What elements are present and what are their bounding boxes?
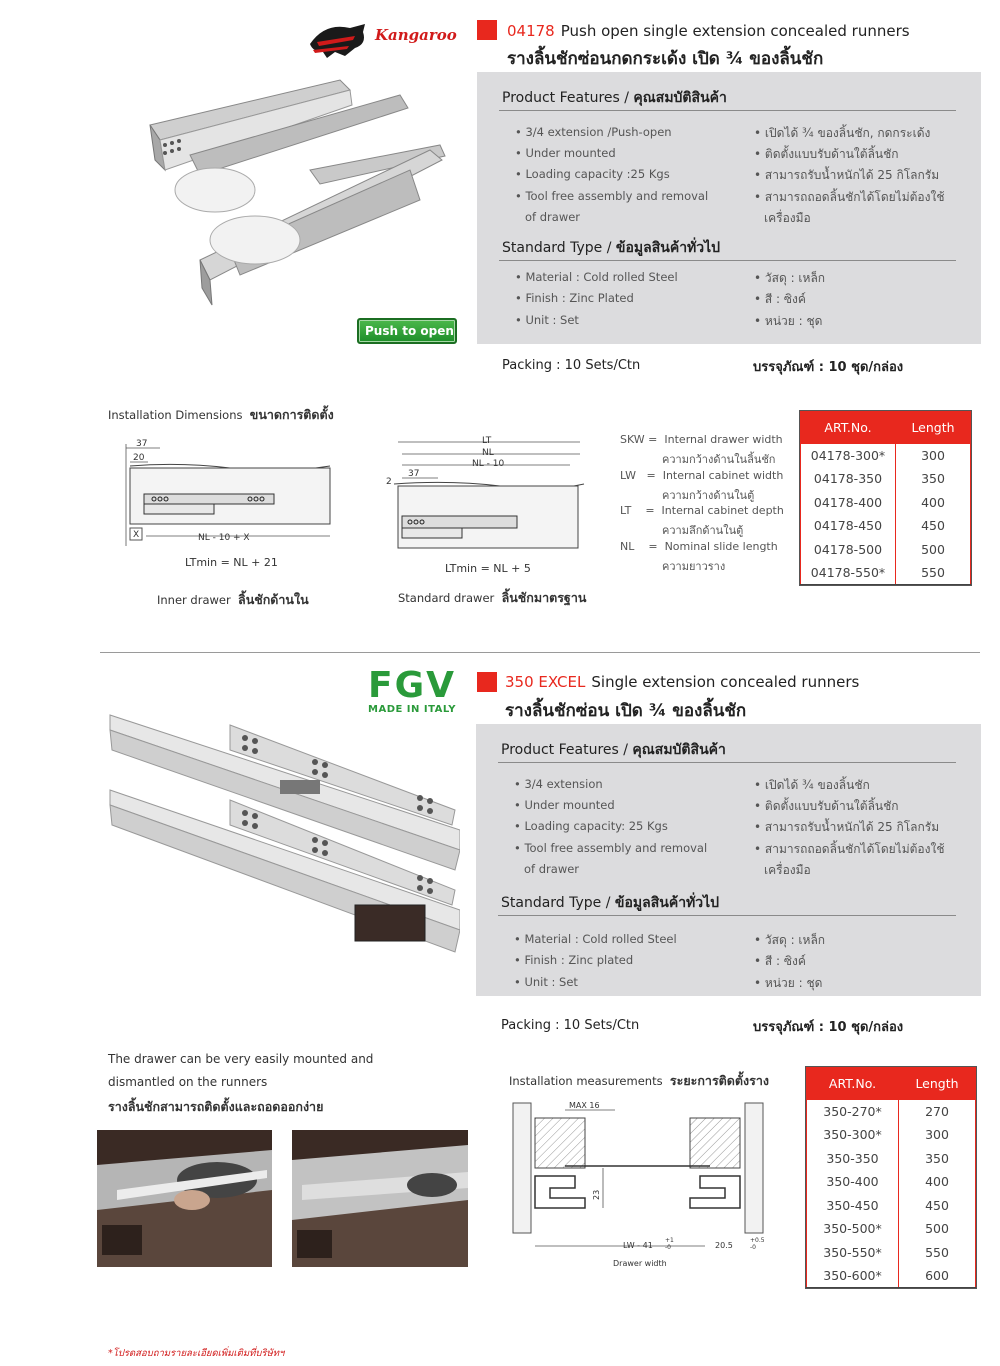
product1-standard-heading: Standard Type / ข้อมูลสินค้าทั่วไป bbox=[502, 240, 721, 256]
standard-en: • Unit : Set bbox=[515, 313, 579, 327]
product2-art-table bbox=[805, 1066, 977, 1289]
standard-th: • หน่วย : ชุด bbox=[754, 314, 823, 328]
drawer-width-label: Drawer width bbox=[613, 1259, 667, 1268]
standard-en: • Finish : Zinc Plated bbox=[515, 291, 634, 305]
feature-th: • ติดตั้งแบบรับด้านใต้ลิ้นชัก bbox=[754, 147, 899, 161]
feature-th: • สามารถถอดลิ้นชักได้โดยไม่ต้องใช้ bbox=[754, 842, 945, 856]
standard-drawer-caption: Standard drawer ลิ้นชักมาตรฐาน bbox=[398, 590, 587, 605]
inner-formula: LTmin = NL + 21 bbox=[185, 556, 278, 569]
legend-skw: SKW = Internal drawer width bbox=[620, 433, 783, 446]
legend-lw: LW = Internal cabinet width bbox=[620, 469, 784, 482]
dim-nl: NL bbox=[482, 448, 494, 458]
divider bbox=[499, 110, 956, 111]
feature-en: • Loading capacity :25 Kgs bbox=[515, 167, 670, 181]
standard-th: • สี : ซิงค์ bbox=[754, 292, 806, 306]
table-row: 350-350 350 bbox=[807, 1147, 976, 1171]
product2-standard-heading: Standard Type / ข้อมูลสินค้าทั่วไป bbox=[501, 895, 720, 911]
product2-code: 350 EXCEL bbox=[505, 673, 586, 691]
feature-th: • สามารถถอดลิ้นชักได้โดยไม่ต้องใช้ bbox=[754, 190, 945, 204]
kangaroo-logo bbox=[305, 14, 460, 60]
product1-features-heading: Product Features / คุณสมบัติสินค้า bbox=[502, 90, 727, 106]
product1-install-label: Installation Dimensions ขนาดการติดตั้ง bbox=[108, 407, 334, 422]
product2-features-heading: Product Features / คุณสมบัติสินค้า bbox=[501, 742, 726, 758]
feature-th: • เปิดได้ ¾ ของลิ้นชัก bbox=[754, 778, 870, 792]
dim-nl-10: NL - 10 bbox=[472, 459, 505, 469]
feature-en: • Tool free assembly and removal bbox=[515, 189, 709, 203]
product1-subtitle: รางลิ้นชักซ่อนกดกระเด้ง เปิด ¾ ของลิ้นชัก bbox=[507, 49, 824, 69]
push-to-open-badge: Push to open ✎ bbox=[357, 318, 457, 344]
product2-title bbox=[505, 673, 859, 691]
red-square-marker bbox=[477, 20, 497, 40]
table-row: 350-600* 600 bbox=[807, 1264, 976, 1288]
legend-lw-th: ความกว้างด้านในตู้ bbox=[662, 489, 755, 502]
dim-lw-41: LW - 41 bbox=[623, 1241, 653, 1250]
product2-photo bbox=[100, 690, 460, 980]
table-row: 04178-300* 300 bbox=[801, 444, 971, 468]
standard-en: • Material : Cold rolled Steel bbox=[514, 932, 677, 946]
standard-formula: LTmin = NL + 5 bbox=[445, 562, 531, 574]
table-header-art: ART.No. bbox=[807, 1068, 899, 1100]
table-row: 04178-400 400 bbox=[801, 491, 971, 515]
feature-th: • ติดตั้งแบบรับด้านใต้ลิ้นชัก bbox=[754, 799, 899, 813]
legend-skw-th: ความกว้างด้านในลิ้นชัก bbox=[662, 453, 776, 466]
dim-x: X bbox=[133, 530, 140, 540]
divider bbox=[498, 762, 956, 763]
feature-en: of drawer bbox=[524, 862, 580, 876]
standard-en: • Material : Cold rolled Steel bbox=[515, 270, 678, 284]
feature-th: • สามารถรับน้ำหนักได้ 25 กิโลกรัม bbox=[754, 168, 940, 182]
table-row: 350-450 450 bbox=[807, 1194, 976, 1218]
feature-en: of drawer bbox=[525, 210, 581, 224]
standard-en: • Finish : Zinc plated bbox=[514, 953, 634, 967]
legend-lt: LT = Internal cabinet depth bbox=[620, 504, 784, 517]
product1-code: 04178 bbox=[507, 22, 555, 40]
divider bbox=[499, 260, 956, 261]
legend-nl: NL = Nominal slide length bbox=[620, 540, 778, 553]
legend-lt-th: ความลึกด้านในตู้ bbox=[662, 524, 744, 537]
dim-20-5: 20.5 bbox=[715, 1241, 733, 1250]
dim-37: 37 bbox=[136, 439, 148, 449]
feature-en: • 3/4 extension /Push-open bbox=[515, 125, 672, 139]
inner-drawer-caption: Inner drawer ลิ้นชักด้านใน bbox=[157, 592, 309, 607]
fgv-letters: FGV bbox=[368, 665, 457, 706]
product2-title-text: Single extension concealed runners bbox=[591, 673, 860, 691]
table-header-length: Length bbox=[896, 412, 971, 444]
table-header-art: ART.No. bbox=[801, 412, 896, 444]
standard-th: • หน่วย : ชุด bbox=[754, 976, 823, 990]
mounting-photo-2 bbox=[292, 1130, 468, 1267]
inner-drawer-diagram bbox=[100, 436, 350, 572]
product2-packing-th: บรรจุภัณฑ์ : 10 ชุด/กล่อง bbox=[753, 1020, 904, 1035]
mounting-photo-1 bbox=[97, 1130, 272, 1267]
dim-max16: MAX 16 bbox=[569, 1101, 600, 1110]
product1-title bbox=[507, 22, 910, 40]
feature-en: • Under mounted bbox=[515, 146, 616, 160]
dim-37b: 37 bbox=[408, 469, 420, 479]
standard-en: • Unit : Set bbox=[514, 975, 578, 989]
product2-subtitle: รางลิ้นชักซ่อน เปิด ¾ ของลิ้นชัก bbox=[505, 701, 747, 721]
dim-23: 23 bbox=[592, 1189, 601, 1200]
mount-text-2: dismantled on the runners bbox=[108, 1075, 268, 1089]
table-row: 04178-450 450 bbox=[801, 514, 971, 538]
product1-title-text: Push open single extension concealed runners bbox=[560, 22, 910, 40]
standard-th: • วัสดุ : เหล็ก bbox=[754, 933, 826, 947]
installation-measurement-diagram bbox=[505, 1098, 775, 1273]
legend-nl-th: ความยาวราง bbox=[662, 560, 726, 573]
made-in-italy: MADE IN ITALY bbox=[368, 704, 456, 715]
kangaroo-wordmark: Kangaroo bbox=[375, 26, 457, 44]
table-row: 350-550* 550 bbox=[807, 1241, 976, 1265]
standard-th: • วัสดุ : เหล็ก bbox=[754, 271, 826, 285]
table-row: 350-400 400 bbox=[807, 1170, 976, 1194]
table-header-length: Length bbox=[899, 1068, 976, 1100]
product1-spec-panel bbox=[477, 72, 981, 344]
feature-en: • Loading capacity: 25 Kgs bbox=[514, 819, 668, 833]
feature-th: เครื่องมือ bbox=[764, 211, 811, 225]
red-square-marker bbox=[477, 672, 497, 692]
feature-en: • Tool free assembly and removal bbox=[514, 841, 708, 855]
standard-drawer-diagram bbox=[380, 434, 590, 574]
feature-th: • เปิดได้ ¾ ของลิ้นชัก, กดกระเด้ง bbox=[754, 126, 931, 140]
dim-20: 20 bbox=[133, 453, 145, 463]
dim-lw-tol-top: +1 bbox=[665, 1237, 674, 1244]
dim-nl-10-x: NL - 10 + X bbox=[198, 533, 250, 543]
dim-lt: LT bbox=[482, 436, 492, 446]
table-row: 04178-550* 550 bbox=[801, 561, 971, 585]
table-row: 350-500* 500 bbox=[807, 1217, 976, 1241]
feature-en: • Under mounted bbox=[514, 798, 615, 812]
product1-photo bbox=[130, 60, 460, 310]
feature-th: • สามารถรับน้ำหนักได้ 25 กิโลกรัม bbox=[754, 820, 940, 834]
standard-th: • สี : ซิงค์ bbox=[754, 954, 806, 968]
product2-install-label: Installation measurements ระยะการติดตั้งราง bbox=[509, 1073, 769, 1088]
table-row: 04178-500 500 bbox=[801, 538, 971, 562]
mount-text-1: The drawer can be very easily mounted and bbox=[108, 1052, 374, 1066]
product1-packing-th: บรรจุภัณฑ์ : 10 ชุด/กล่อง bbox=[753, 360, 904, 375]
section-divider bbox=[100, 652, 980, 653]
dim-20-5-tol-top: +0.5 bbox=[750, 1237, 765, 1244]
mount-text-th: รางลิ้นชักสามารถติดตั้งและถอดออกง่าย bbox=[108, 1099, 324, 1114]
product2-packing-en: Packing : 10 Sets/Ctn bbox=[501, 1018, 640, 1033]
table-row: 04178-350 350 bbox=[801, 467, 971, 491]
footnote: *โปรดสอบถามรายละเอียดเพิ่มเติมที่บริษัทฯ bbox=[108, 1348, 285, 1359]
table-row: 350-270* 270 bbox=[807, 1100, 976, 1124]
dim-2: 2 bbox=[386, 477, 392, 487]
divider bbox=[498, 915, 956, 916]
dim-20-5-tol-bot: -0 bbox=[750, 1244, 756, 1251]
feature-en: • 3/4 extension bbox=[514, 777, 603, 791]
product1-packing-en: Packing : 10 Sets/Ctn bbox=[502, 358, 641, 373]
product2-spec-panel bbox=[476, 724, 981, 996]
dim-lw-tol-bot: -0 bbox=[665, 1244, 671, 1251]
push-finger-icon: ✎ bbox=[458, 324, 469, 338]
feature-th: เครื่องมือ bbox=[764, 863, 811, 877]
product1-art-table bbox=[799, 410, 972, 586]
table-row: 350-300* 300 bbox=[807, 1123, 976, 1147]
